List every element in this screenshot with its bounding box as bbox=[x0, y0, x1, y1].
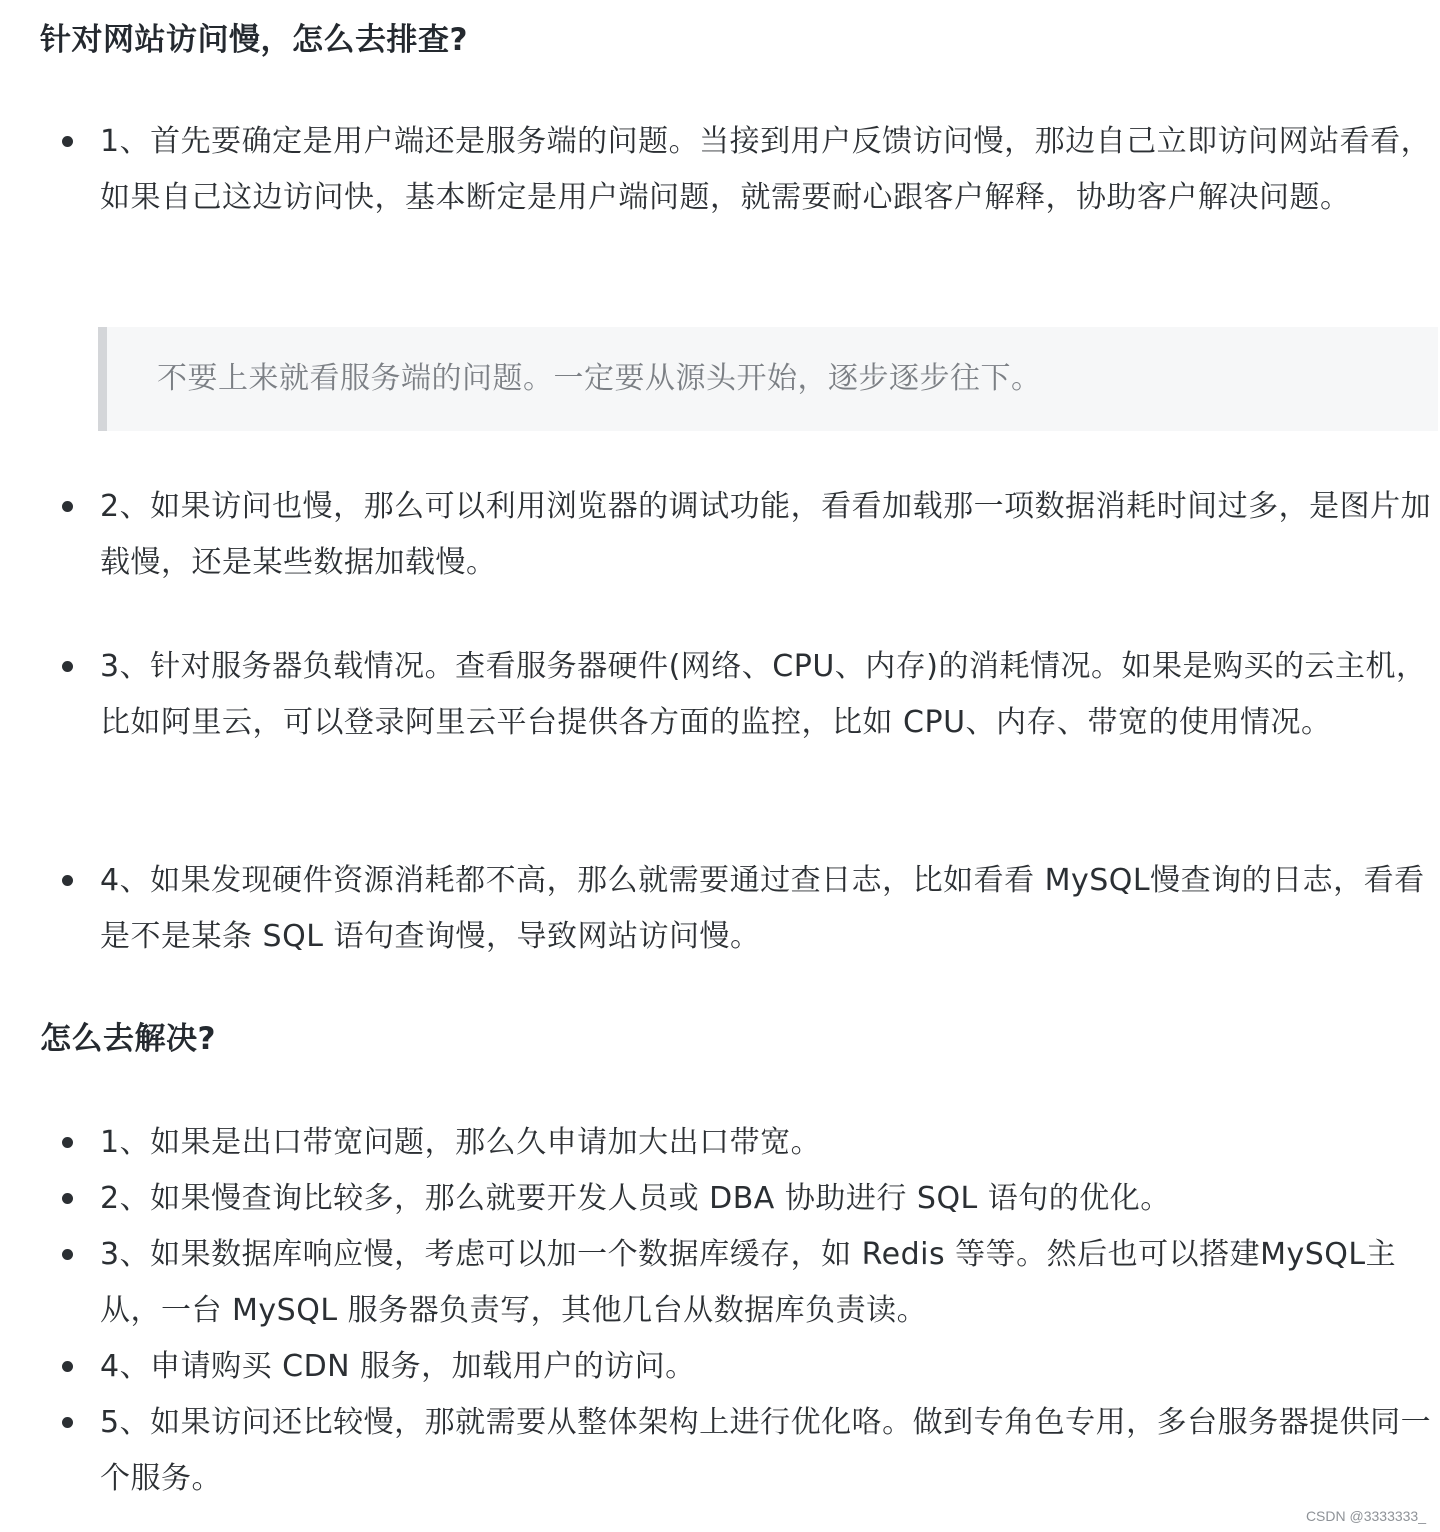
troubleshoot-list-continued bbox=[0, 853, 1440, 965]
list-item bbox=[0, 1395, 1440, 1507]
section-heading-solution: 怎么去解决? bbox=[40, 1021, 216, 1057]
blockquote-text: 不要上来就看服务端的问题。一定要从源头开始，逐步逐步往下。 bbox=[157, 361, 1042, 396]
bullet-icon bbox=[62, 875, 73, 886]
troubleshoot-list-continued bbox=[0, 639, 1440, 751]
list-item-text: 3、如果数据库响应慢，考虑可以加一个数据库缓存，如 Redis 等等。然后也可以搭建MySQL主从，一台 MySQL 服务器负责写，其他几台从数据库负责读。 bbox=[100, 1237, 1397, 1328]
list-item bbox=[0, 1339, 1440, 1395]
troubleshoot-list-continued bbox=[0, 479, 1440, 591]
list-item bbox=[0, 1115, 1440, 1171]
list-item-text: 2、如果访问也慢，那么可以利用浏览器的调试功能，看看加载那一项数据消耗时间过多，是图片加载慢，还是某些数据加载慢。 bbox=[100, 489, 1432, 580]
list-item bbox=[0, 639, 1440, 751]
list-item-text: 4、如果发现硬件资源消耗都不高，那么就需要通过查日志，比如看看 MySQL慢查询的日志，看看是不是某条 SQL 语句查询慢，导致网站访问慢。 bbox=[100, 863, 1425, 954]
list-item bbox=[0, 479, 1440, 591]
list-item-text: 5、如果访问还比较慢，那就需要从整体架构上进行优化咯。做到专角色专用，多台服务器提供同一个服务。 bbox=[100, 1405, 1432, 1496]
blockquote bbox=[98, 327, 1438, 431]
bullet-icon bbox=[62, 501, 73, 512]
bullet-icon bbox=[62, 1137, 73, 1148]
list-item-text: 4、申请购买 CDN 服务，加载用户的访问。 bbox=[100, 1349, 696, 1384]
list-item bbox=[0, 853, 1440, 965]
list-item-text: 1、如果是出口带宽问题，那么久申请加大出口带宽。 bbox=[100, 1125, 822, 1160]
bullet-icon bbox=[62, 1361, 73, 1372]
bullet-icon bbox=[62, 1193, 73, 1204]
bullet-icon bbox=[62, 1417, 73, 1428]
bullet-icon bbox=[62, 1249, 73, 1260]
list-item bbox=[0, 1227, 1440, 1339]
list-item-text: 2、如果慢查询比较多，那么就要开发人员或 DBA 协助进行 SQL 语句的优化。 bbox=[100, 1181, 1171, 1216]
watermark: CSDN @3333333_ bbox=[1305, 1508, 1426, 1524]
bullet-icon bbox=[62, 661, 73, 672]
solution-list bbox=[0, 1115, 1440, 1507]
bullet-icon bbox=[62, 136, 73, 147]
list-item-text: 3、针对服务器负载情况。查看服务器硬件(网络、CPU、内存)的消耗情况。如果是购买的云主机，比如阿里云，可以登录阿里云平台提供各方面的监控，比如 CPU、内存、带宽的使用情况。 bbox=[100, 649, 1427, 740]
list-item bbox=[0, 114, 1440, 226]
section-heading-troubleshoot: 针对网站访问慢，怎么去排查? bbox=[40, 22, 468, 58]
troubleshoot-list bbox=[0, 114, 1440, 226]
list-item-text: 1、首先要确定是用户端还是服务端的问题。当接到用户反馈访问慢，那边自己立即访问网站看看，如果自己这边访问快，基本断定是用户端问题，就需要耐心跟客户解释，协助客户解决问题。 bbox=[100, 124, 1432, 215]
list-item bbox=[0, 1171, 1440, 1227]
